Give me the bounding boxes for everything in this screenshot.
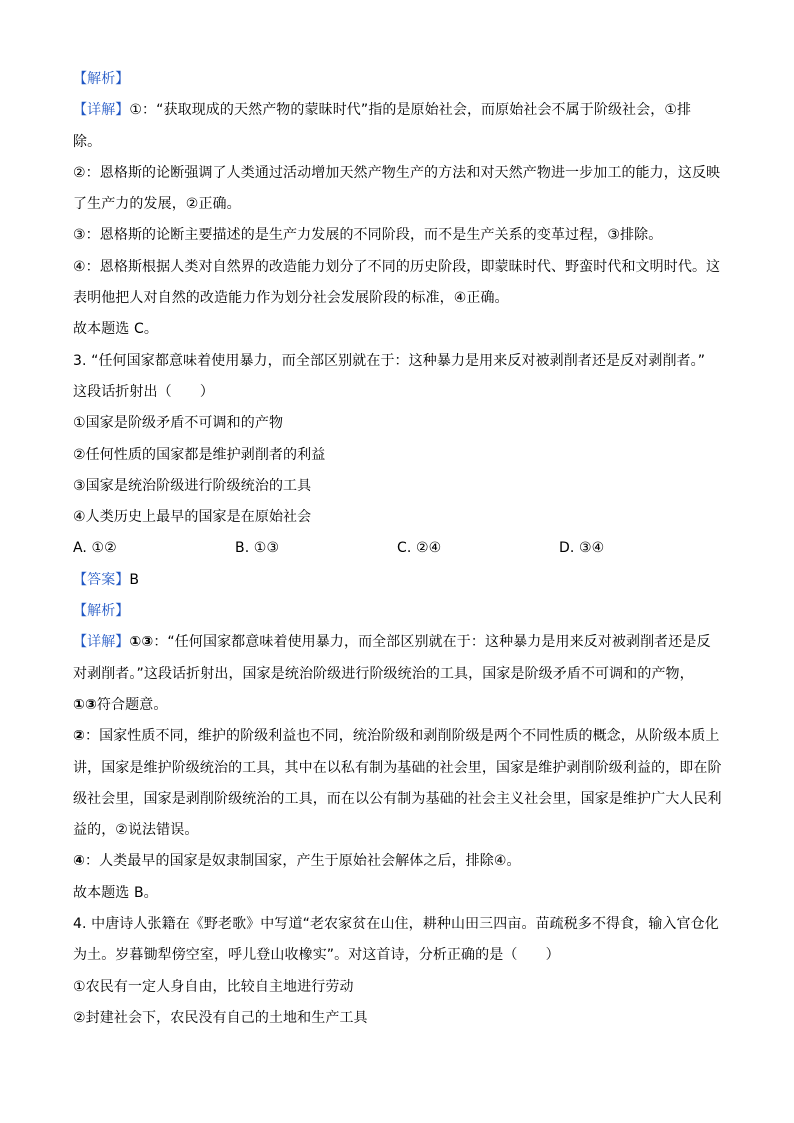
- explanation-block-q2: [73, 64, 723, 533]
- line-text: ①农民有一定人身自由，比较自主地进行劳动: [73, 978, 354, 995]
- text-line: [73, 596, 723, 627]
- text-line: [73, 940, 723, 971]
- item-number-lead: ①③: [129, 634, 154, 651]
- text-line: [73, 690, 723, 721]
- text-line: [73, 314, 723, 345]
- text-line: [73, 846, 723, 877]
- item-number-lead: ②: [73, 728, 85, 745]
- line-text: ②：恩格斯的论断强调了人类通过活动增加天然产物生产的方法和对天然产物进一步加工的能力，这反映: [73, 164, 721, 181]
- section-tag: 【答案】: [73, 571, 130, 588]
- text-line: [73, 878, 723, 909]
- text-line: [73, 408, 723, 439]
- text-line: [73, 627, 723, 658]
- line-text: ：“任何国家都意味着使用暴力，而全部区别就在于：这种暴力是用来反对被剥削者还是反: [153, 634, 711, 651]
- line-text: 这段话折射出（ ）: [73, 383, 214, 400]
- text-line: [73, 753, 723, 784]
- line-text: ③国家是统治阶级进行阶级统治的工具: [73, 477, 312, 494]
- text-line: [73, 283, 723, 314]
- document-page: [73, 64, 723, 1034]
- section-tag: 【解析】: [73, 71, 130, 87]
- line-text: ②任何性质的国家都是维护剥削者的利益: [73, 446, 326, 463]
- line-text: B: [129, 571, 140, 588]
- text-line: [73, 909, 723, 940]
- text-line: [73, 158, 723, 189]
- line-text: 表明他把人对自然的改造能力作为划分社会发展阶段的标准，④正确。: [73, 290, 509, 307]
- line-text: 符合题意。: [96, 696, 168, 713]
- item-number-lead: ①③: [73, 696, 97, 713]
- line-text: 对剥削者。”这段话折射出，国家是统治阶级进行阶级统治的工具，国家是阶级矛盾不可调和的产物，: [73, 665, 694, 682]
- explanation-block-q3-q4: [73, 565, 723, 1034]
- text-line: [73, 721, 723, 752]
- text-line: [73, 659, 723, 690]
- text-line: [73, 440, 723, 471]
- answer-options-q3: [73, 533, 723, 564]
- text-line: [73, 95, 723, 126]
- text-line: [73, 972, 723, 1003]
- text-line: [73, 815, 723, 846]
- line-text: 益的，②说法错误。: [73, 822, 199, 839]
- text-line: [73, 220, 723, 251]
- text-line: [73, 252, 723, 283]
- option-d: D. ③④: [559, 540, 605, 557]
- line-text: ③：恩格斯的论断主要描述的是生产力发展的不同阶段，而不是生产关系的变革过程，③排除。: [73, 227, 663, 244]
- line-text: 故本题选 B。: [73, 884, 158, 901]
- text-line: [73, 502, 723, 533]
- text-line: [73, 565, 723, 596]
- line-text: ：国家性质不同，维护的阶级利益也不同，统治阶级和剥削阶级是两个不同性质的概念，从阶级本质上: [84, 728, 720, 745]
- line-text: ④人类历史上最早的国家是在原始社会: [73, 509, 312, 526]
- section-tag: 【详解】: [73, 102, 130, 119]
- text-line: [73, 471, 723, 502]
- section-tag: 【解析】: [73, 603, 130, 620]
- line-text: 3. “任何国家都意味着使用暴力，而全部区别就在于：这种暴力是用来反对被剥削者还是反对剥削者。”: [73, 352, 706, 369]
- item-number-lead: ④: [73, 853, 85, 870]
- text-line: [73, 377, 723, 408]
- option-c: C. ②④: [397, 540, 442, 557]
- line-text: ④：恩格斯根据人类对自然界的改造能力划分了不同的历史阶段，即蒙昧时代、野蛮时代和文明时代。这: [73, 258, 721, 275]
- text-line: [73, 784, 723, 815]
- text-line: [73, 189, 723, 220]
- line-text: ①国家是阶级矛盾不可调和的产物: [73, 415, 284, 432]
- text-line: [73, 64, 723, 95]
- line-text: 故本题选 C。: [73, 321, 158, 338]
- line-text: 讲，国家是维护阶级统治的工具，其中在以私有制为基础的社会里，国家是维护剥削阶级利益的，即在阶: [73, 759, 722, 776]
- line-text: 除。: [73, 133, 102, 150]
- line-text: ：人类最早的国家是奴隶制国家，产生于原始社会解体之后，排除④。: [84, 853, 521, 870]
- line-text: 为土。岁暮锄犁傍空室，呼儿登山收橡实”。对这首诗，分析正确的是（ ）: [73, 947, 560, 964]
- text-line: [73, 1003, 723, 1034]
- line-text: 4. 中唐诗人张籍在《野老歌》中写道“老农家贫在山住，耕种山田三四亩。苗疏税多不得食，输入官仓化: [73, 916, 719, 933]
- line-text: 级社会里，国家是剥削阶级统治的工具，而在以公有制为基础的社会主义社会里，国家是维护广大人民利: [73, 790, 722, 807]
- line-text: ①：“获取现成的天然产物的蒙昧时代”指的是原始社会，而原始社会不属于阶级社会，①排: [129, 102, 692, 119]
- option-b: B. ①③: [235, 540, 280, 557]
- section-tag: 【详解】: [73, 634, 130, 651]
- text-line: [73, 346, 723, 377]
- option-a: A. ①②: [73, 540, 117, 557]
- line-text: ②封建社会下，农民没有自己的土地和生产工具: [73, 1009, 368, 1026]
- text-line: [73, 127, 723, 158]
- line-text: 了生产力的发展，②正确。: [73, 196, 241, 213]
